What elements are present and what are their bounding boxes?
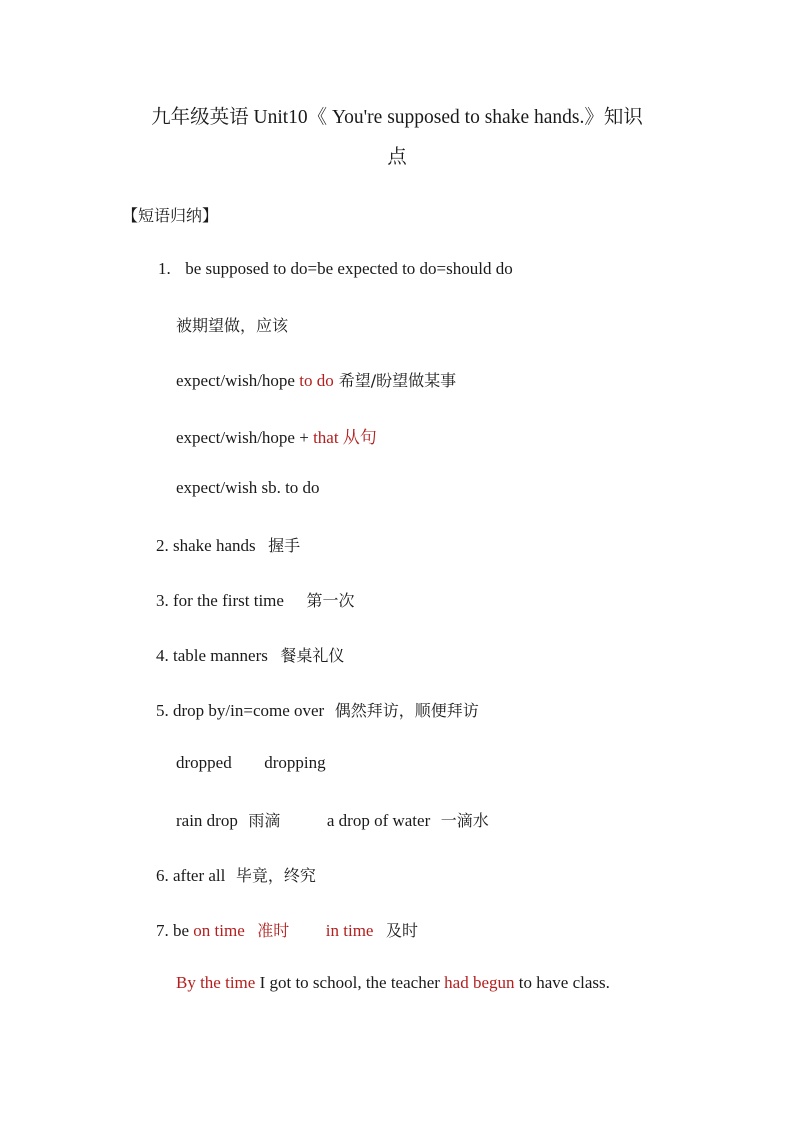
item-number: 7. xyxy=(156,921,169,940)
item-1-meaning: 被期望做，应该 xyxy=(176,316,289,335)
phrase: be supposed to do=be expected to do=should do xyxy=(185,259,513,278)
example: rain drop xyxy=(176,811,238,830)
ing-form: dropping xyxy=(264,753,326,772)
item-6 xyxy=(156,863,316,886)
item-number: 3. xyxy=(156,591,169,610)
example-meaning: 雨滴 xyxy=(248,811,281,830)
phrase: be xyxy=(173,921,194,940)
item-2 xyxy=(156,533,300,556)
item-number: 6. xyxy=(156,866,169,885)
highlight: to do xyxy=(299,371,334,390)
in-time-meaning: 及时 xyxy=(385,921,418,940)
meaning: 餐桌礼仪 xyxy=(280,646,345,665)
on-time-meaning: 准时 xyxy=(257,921,290,940)
item-number: 1. xyxy=(158,259,171,278)
meaning: 第一次 xyxy=(306,591,355,610)
past-form: dropped xyxy=(176,753,232,772)
phrase: shake hands xyxy=(173,536,256,555)
item-7-example-sentence xyxy=(176,973,610,993)
meaning: 希望/盼望做某事 xyxy=(333,371,457,390)
meaning: 握手 xyxy=(268,536,301,555)
meaning: 毕竟，终究 xyxy=(235,866,316,885)
item-1-line-3 xyxy=(176,368,456,391)
example: a drop of water xyxy=(326,811,431,830)
example-meaning: 一滴水 xyxy=(440,811,489,830)
document-title-line-1: 九年级英语 Unit10《 You're supposed to shake hands.》知识 xyxy=(151,107,643,128)
section-heading: 【短语归纳】 xyxy=(122,206,219,225)
document-title-line-2: 点 xyxy=(387,147,407,168)
item-1-line-4 xyxy=(176,423,377,448)
item-4 xyxy=(156,643,344,666)
item-5-examples xyxy=(176,808,489,831)
item-number: 2. xyxy=(156,536,169,555)
highlight: that 从句 xyxy=(313,428,377,447)
on-time: on time xyxy=(193,921,245,940)
meaning: 偶然拜访，顺便拜访 xyxy=(334,701,479,720)
item-5-forms xyxy=(176,753,326,773)
item-5 xyxy=(156,698,479,721)
item-number: 4. xyxy=(156,646,169,665)
highlight: had begun xyxy=(444,973,515,992)
phrase: expect/wish/hope + xyxy=(176,428,314,447)
item-1 xyxy=(158,259,513,279)
item-number: 5. xyxy=(156,701,169,720)
phrase: expect/wish/hope xyxy=(176,371,300,390)
highlight: By the time xyxy=(176,973,256,992)
phrase: table manners xyxy=(173,646,268,665)
phrase: after all xyxy=(173,866,226,885)
in-time: in time xyxy=(325,921,374,940)
item-3 xyxy=(156,588,354,611)
item-1-line-5: expect/wish sb. to do xyxy=(176,478,320,497)
phrase: for the first time xyxy=(173,591,284,610)
sentence-text: I got to school, the teacher xyxy=(255,973,445,992)
phrase: drop by/in=come over xyxy=(173,701,325,720)
sentence-text: to have class. xyxy=(514,973,610,992)
item-7 xyxy=(156,918,418,941)
